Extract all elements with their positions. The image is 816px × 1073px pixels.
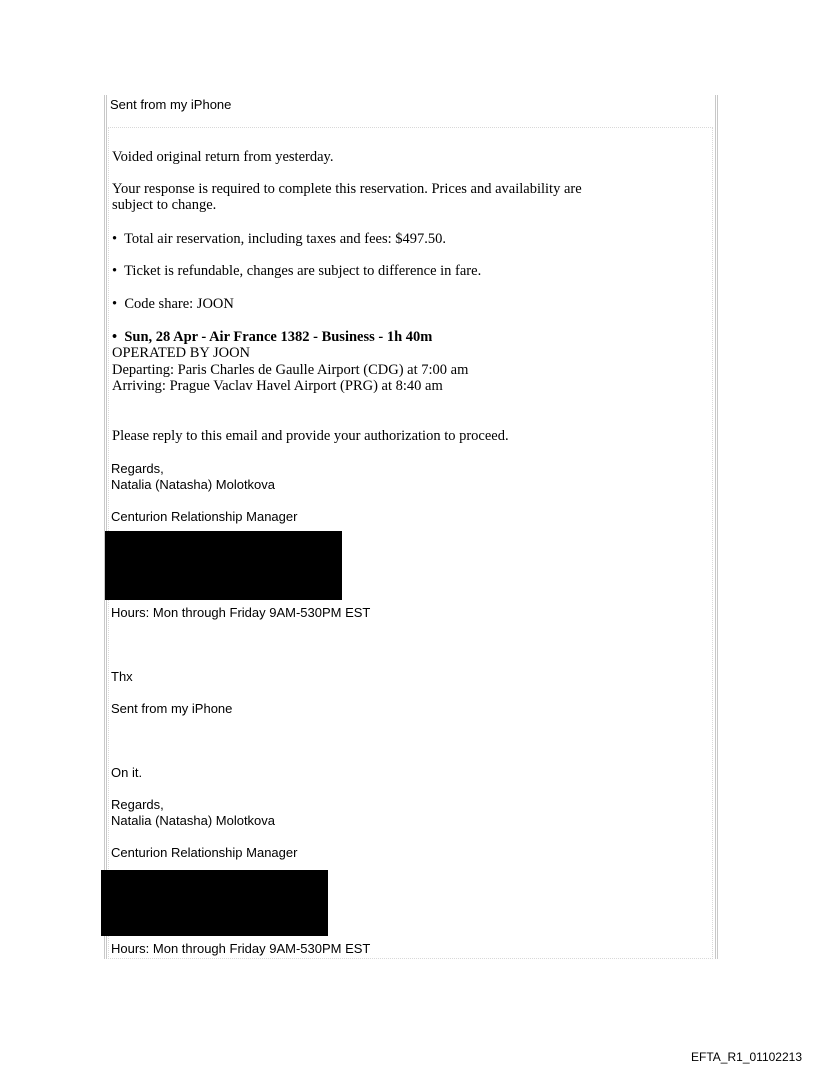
bullet-total [112, 231, 446, 247]
on-it: On it. [111, 765, 143, 780]
flight-heading-text: Sun, 28 Apr - Air France 1382 - Business - 1h 40m [124, 329, 433, 345]
redaction-block [105, 531, 342, 600]
bullet-icon: • [112, 231, 118, 247]
redaction-block [101, 870, 328, 936]
reply-thx: Thx [111, 669, 133, 684]
hours-2: Hours: Mon through Friday 9AM-530PM EST [111, 941, 371, 956]
bullet-icon: • [112, 296, 118, 312]
reply-sent-from: Sent from my iPhone [111, 701, 233, 716]
bullet-total-text: Total air reservation, including taxes and fees: $497.50. [124, 231, 446, 247]
bullet-icon: • [112, 263, 118, 279]
bullet-refund-text: Ticket is refundable, changes are subject to difference in fare. [124, 263, 482, 279]
reply-request: Please reply to this email and provide your authorization to proceed. [112, 428, 509, 444]
bullet-refund [112, 263, 481, 279]
bullet-codeshare [112, 296, 234, 312]
regards-1: Regards, [111, 461, 164, 476]
operated-by: OPERATED BY JOON [112, 345, 251, 361]
flight-heading [112, 329, 432, 345]
bullet-codeshare-text: Code share: JOON [124, 296, 234, 312]
sender-name-2: Natalia (Natasha) Molotkova [111, 813, 276, 828]
top-sent-from: Sent from my iPhone [110, 97, 232, 112]
bullet-icon: • [112, 329, 118, 345]
document-id: EFTA_R1_01102213 [691, 1050, 802, 1064]
regards-2: Regards, [111, 797, 164, 812]
sender-title-1: Centurion Relationship Manager [111, 509, 298, 524]
intro-line-2: subject to change. [112, 197, 217, 213]
sender-name-1: Natalia (Natasha) Molotkova [111, 477, 276, 492]
intro-line-1: Your response is required to complete this reservation. Prices and availability are [112, 181, 582, 197]
departing: Departing: Paris Charles de Gaulle Airport (CDG) at 7:00 am [112, 362, 469, 378]
voided-note: Voided original return from yesterday. [112, 149, 334, 165]
hours-1: Hours: Mon through Friday 9AM-530PM EST [111, 605, 371, 620]
arriving: Arriving: Prague Vaclav Havel Airport (PRG) at 8:40 am [112, 378, 443, 394]
sender-title-2: Centurion Relationship Manager [111, 845, 298, 860]
